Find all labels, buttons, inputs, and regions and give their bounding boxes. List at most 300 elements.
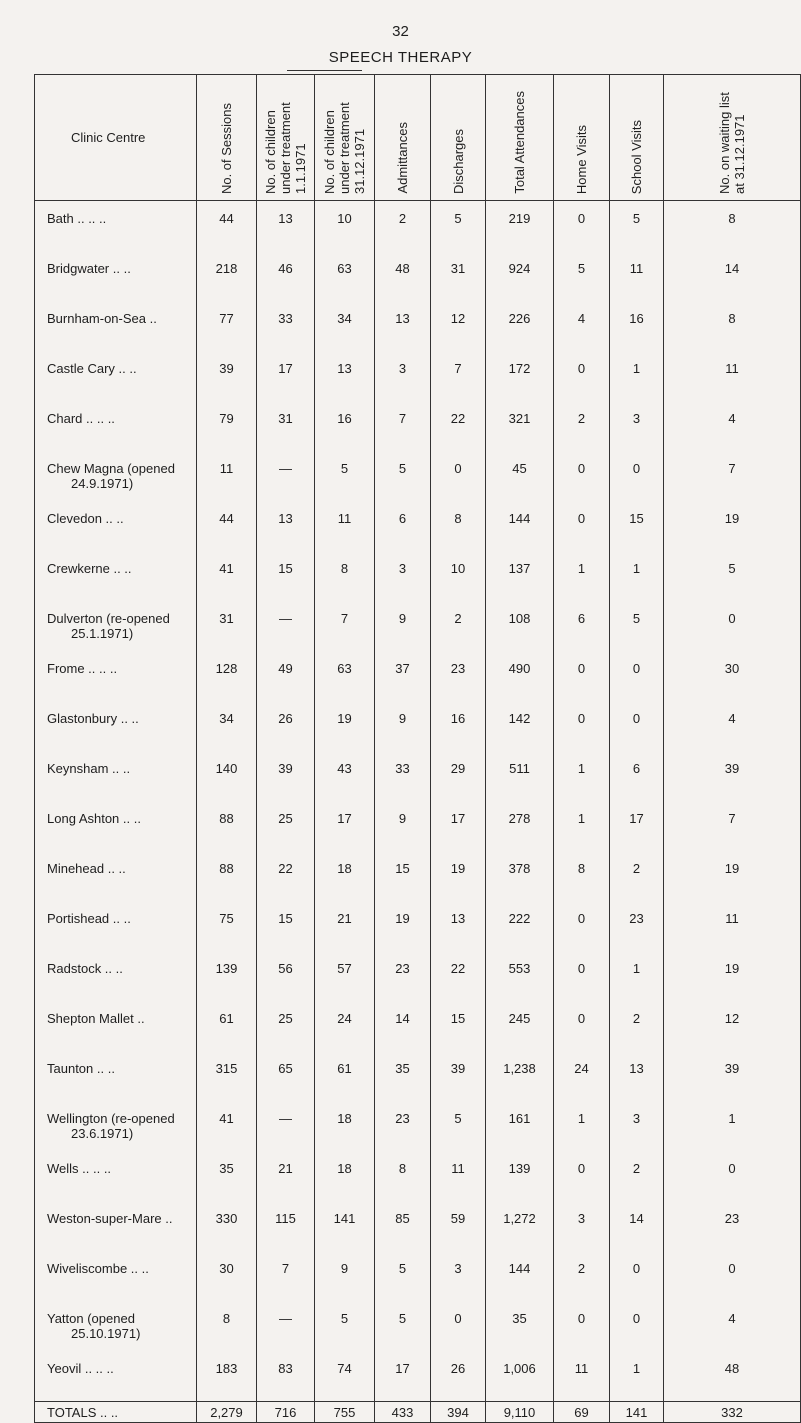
clinic-name: Yeovil .. .. .. [47, 1361, 114, 1376]
value-cell: 41 [197, 1101, 257, 1151]
value-cell: 34 [197, 701, 257, 751]
value-cell: 15 [257, 901, 315, 951]
value-cell: 9 [375, 801, 431, 851]
value-cell: 172 [486, 351, 554, 401]
value-cell: 0 [554, 901, 610, 951]
value-cell: 29 [431, 751, 486, 801]
value-cell: 48 [664, 1351, 801, 1402]
value-cell: 79 [197, 401, 257, 451]
value-cell: 108 [486, 601, 554, 651]
value-cell: 11 [664, 351, 801, 401]
value-cell: 226 [486, 301, 554, 351]
value-cell: 15 [431, 1001, 486, 1051]
table-row [35, 1051, 801, 1101]
clinic-name: Radstock .. .. [47, 961, 123, 976]
clinic-name-cell [35, 851, 197, 901]
value-cell: 15 [610, 501, 664, 551]
clinic-name-cell [35, 701, 197, 751]
value-cell: 4 [664, 1301, 801, 1351]
table-row [35, 1251, 801, 1301]
clinic-name-cell [35, 1201, 197, 1251]
value-cell: 142 [486, 701, 554, 751]
value-cell: 4 [554, 301, 610, 351]
value-cell: 9 [375, 601, 431, 651]
value-cell: 0 [610, 1251, 664, 1301]
clinic-name-cell [35, 251, 197, 301]
value-cell: 10 [315, 201, 375, 252]
value-cell: 0 [554, 1151, 610, 1201]
value-cell: 5 [375, 1251, 431, 1301]
clinic-name-cell [35, 201, 197, 252]
column-header-5 [431, 75, 486, 201]
value-cell: 34 [315, 301, 375, 351]
table-row [35, 301, 801, 351]
clinic-name: Shepton Mallet .. [47, 1011, 145, 1026]
clinic-name: Keynsham .. .. [47, 761, 131, 776]
value-cell: 553 [486, 951, 554, 1001]
column-header-label: Total Attendances [512, 91, 527, 194]
clinic-name-cell [35, 601, 197, 651]
value-cell: 39 [664, 1051, 801, 1101]
value-cell: 5 [431, 201, 486, 252]
clinic-name: Weston-super-Mare .. [47, 1211, 173, 1226]
value-cell: 44 [197, 201, 257, 252]
total-value-cell: 69 [554, 1402, 610, 1423]
value-cell: 1 [610, 951, 664, 1001]
value-cell: 3 [375, 551, 431, 601]
table-row [35, 1201, 801, 1251]
value-cell: 14 [610, 1201, 664, 1251]
value-cell: 9 [315, 1251, 375, 1301]
value-cell: 13 [431, 901, 486, 951]
table-row [35, 351, 801, 401]
table-row [35, 1301, 801, 1351]
value-cell: 19 [664, 501, 801, 551]
column-header-7 [554, 75, 610, 201]
value-cell: 17 [375, 1351, 431, 1402]
value-cell: 18 [315, 1101, 375, 1151]
value-cell: 378 [486, 851, 554, 901]
speech-therapy-table [34, 74, 801, 1423]
value-cell: 9 [375, 701, 431, 751]
column-header-label: School Visits [629, 119, 644, 194]
value-cell: 22 [257, 851, 315, 901]
clinic-name: Taunton .. .. [47, 1061, 115, 1076]
value-cell: 13 [610, 1051, 664, 1101]
value-cell: — [257, 451, 315, 501]
column-header-label: Admittances [395, 122, 410, 194]
clinic-name: Crewkerne .. .. [47, 561, 132, 576]
column-header-label: Discharges [450, 128, 466, 194]
value-cell: 0 [610, 651, 664, 701]
value-cell: 61 [315, 1051, 375, 1101]
value-cell: 26 [431, 1351, 486, 1402]
value-cell: 31 [197, 601, 257, 651]
value-cell: 1 [610, 351, 664, 401]
value-cell: 7 [315, 601, 375, 651]
value-cell: 13 [257, 501, 315, 551]
value-cell: 49 [257, 651, 315, 701]
value-cell: 56 [257, 951, 315, 1001]
value-cell: 19 [664, 851, 801, 901]
total-value-cell: 332 [664, 1402, 801, 1423]
value-cell: 1 [554, 801, 610, 851]
value-cell: 321 [486, 401, 554, 451]
value-cell: 0 [664, 1251, 801, 1301]
clinic-name-cell [35, 1351, 197, 1402]
value-cell: 35 [197, 1151, 257, 1201]
value-cell: 0 [610, 1301, 664, 1351]
column-header-9 [664, 75, 801, 201]
value-cell: 3 [375, 351, 431, 401]
value-cell: 26 [257, 701, 315, 751]
clinic-name: Bridgwater .. .. [47, 261, 131, 276]
value-cell: 15 [257, 551, 315, 601]
clinic-name-cell [35, 801, 197, 851]
clinic-name-cell [35, 1101, 197, 1151]
value-cell: 39 [257, 751, 315, 801]
value-cell: 5 [610, 601, 664, 651]
value-cell: 85 [375, 1201, 431, 1251]
value-cell: 140 [197, 751, 257, 801]
value-cell: 6 [375, 501, 431, 551]
value-cell: 5 [554, 251, 610, 301]
clinic-name: Chew Magna (opened [47, 461, 175, 476]
clinic-name: Wells .. .. .. [47, 1161, 112, 1176]
clinic-name: Wiveliscombe .. .. [47, 1261, 149, 1276]
value-cell: 2 [554, 1251, 610, 1301]
value-cell: 11 [197, 451, 257, 501]
clinic-name-cell [35, 901, 197, 951]
clinic-name-cell [35, 501, 197, 551]
page-title: SPEECH THERAPY [328, 49, 473, 66]
totals-label: TOTALS .. .. [35, 1402, 197, 1423]
clinic-name: Bath .. .. .. [47, 211, 107, 226]
total-value-cell: 9,110 [486, 1402, 554, 1423]
table-footer [35, 1402, 801, 1423]
clinic-name-cell [35, 1251, 197, 1301]
value-cell: 0 [554, 351, 610, 401]
value-cell: 2 [375, 201, 431, 252]
table-row [35, 501, 801, 551]
clinic-name: Burnham-on-Sea .. [47, 311, 157, 326]
value-cell: 88 [197, 851, 257, 901]
column-header-4 [375, 75, 431, 201]
value-cell: 3 [610, 1101, 664, 1151]
value-cell: 183 [197, 1351, 257, 1402]
total-value-cell: 716 [257, 1402, 315, 1423]
value-cell: 0 [554, 501, 610, 551]
value-cell: 75 [197, 901, 257, 951]
value-cell: 4 [664, 401, 801, 451]
value-cell: 11 [610, 251, 664, 301]
clinic-name: Long Ashton .. .. [47, 811, 141, 826]
value-cell: 2 [610, 851, 664, 901]
clinic-name-cell [35, 1301, 197, 1351]
value-cell: 13 [315, 351, 375, 401]
value-cell: 57 [315, 951, 375, 1001]
clinic-name: Minehead .. .. [47, 861, 126, 876]
value-cell: 5 [315, 451, 375, 501]
value-cell: 39 [664, 751, 801, 801]
value-cell: 144 [486, 1251, 554, 1301]
value-cell: 924 [486, 251, 554, 301]
value-cell: 77 [197, 301, 257, 351]
value-cell: 5 [315, 1301, 375, 1351]
clinic-name-cell [35, 1001, 197, 1051]
value-cell: 8 [375, 1151, 431, 1201]
value-cell: 0 [554, 1001, 610, 1051]
table-row [35, 801, 801, 851]
clinic-name-cell [35, 451, 197, 501]
value-cell: 1 [554, 751, 610, 801]
value-cell: 25 [257, 1001, 315, 1051]
total-value-cell: 141 [610, 1402, 664, 1423]
value-cell: — [257, 1301, 315, 1351]
column-header-0: Clinic Centre [35, 75, 197, 201]
value-cell: 0 [664, 601, 801, 651]
value-cell: 11 [431, 1151, 486, 1201]
value-cell: 16 [315, 401, 375, 451]
value-cell: 1,238 [486, 1051, 554, 1101]
table-row [35, 451, 801, 501]
clinic-name-note: 23.6.1971) [71, 1126, 134, 1141]
value-cell: 35 [375, 1051, 431, 1101]
value-cell: 315 [197, 1051, 257, 1101]
value-cell: 2 [431, 601, 486, 651]
table-row [35, 651, 801, 701]
value-cell: 22 [431, 401, 486, 451]
value-cell: 0 [610, 701, 664, 751]
column-header-6 [486, 75, 554, 201]
column-header-label: No. of children under treatment 1.1.1971 [263, 102, 308, 194]
value-cell: 11 [554, 1351, 610, 1402]
value-cell: 17 [257, 351, 315, 401]
column-header-label: No. of children under treatment 31.12.1971 [322, 102, 367, 194]
value-cell: 0 [610, 451, 664, 501]
value-cell: 490 [486, 651, 554, 701]
value-cell: 278 [486, 801, 554, 851]
value-cell: 218 [197, 251, 257, 301]
value-cell: 8 [664, 201, 801, 252]
value-cell: 23 [610, 901, 664, 951]
table-row [35, 401, 801, 451]
table-header [35, 75, 801, 201]
column-header-3 [315, 75, 375, 201]
value-cell: 35 [486, 1301, 554, 1351]
value-cell: 1 [610, 551, 664, 601]
value-cell: 5 [431, 1101, 486, 1151]
table-row [35, 751, 801, 801]
value-cell: 24 [554, 1051, 610, 1101]
value-cell: 19 [315, 701, 375, 751]
value-cell: 2 [610, 1001, 664, 1051]
value-cell: 219 [486, 201, 554, 252]
value-cell: 18 [315, 1151, 375, 1201]
value-cell: 161 [486, 1101, 554, 1151]
table-row [35, 1101, 801, 1151]
value-cell: 88 [197, 801, 257, 851]
value-cell: 1,272 [486, 1201, 554, 1251]
value-cell: 137 [486, 551, 554, 601]
value-cell: 45 [486, 451, 554, 501]
title-underline [287, 70, 362, 71]
value-cell: 22 [431, 951, 486, 1001]
value-cell: 46 [257, 251, 315, 301]
page-number: 32 [392, 23, 409, 40]
value-cell: 7 [664, 801, 801, 851]
value-cell: 12 [664, 1001, 801, 1051]
value-cell: 8 [431, 501, 486, 551]
value-cell: 30 [664, 651, 801, 701]
value-cell: 14 [375, 1001, 431, 1051]
value-cell: 24 [315, 1001, 375, 1051]
value-cell: 59 [431, 1201, 486, 1251]
table-row [35, 901, 801, 951]
value-cell: 0 [554, 951, 610, 1001]
value-cell: 15 [375, 851, 431, 901]
value-cell: 65 [257, 1051, 315, 1101]
clinic-name: Glastonbury .. .. [47, 711, 139, 726]
value-cell: 61 [197, 1001, 257, 1051]
clinic-name: Castle Cary .. .. [47, 361, 137, 376]
clinic-name-cell [35, 351, 197, 401]
clinic-name: Dulverton (re-opened [47, 611, 170, 626]
clinic-name: Yatton (opened [47, 1311, 135, 1326]
table-row [35, 601, 801, 651]
value-cell: 25 [257, 801, 315, 851]
value-cell: 1 [554, 551, 610, 601]
value-cell: 1 [610, 1351, 664, 1402]
table-row [35, 551, 801, 601]
value-cell: 63 [315, 251, 375, 301]
total-value-cell: 394 [431, 1402, 486, 1423]
value-cell: 31 [431, 251, 486, 301]
value-cell: 3 [431, 1251, 486, 1301]
value-cell: 31 [257, 401, 315, 451]
value-cell: 2 [610, 1151, 664, 1201]
value-cell: 8 [664, 301, 801, 351]
clinic-name-cell [35, 401, 197, 451]
column-header-8 [610, 75, 664, 201]
table-body [35, 201, 801, 1402]
clinic-name: Wellington (re-opened [47, 1111, 175, 1126]
value-cell: 17 [431, 801, 486, 851]
table-row [35, 1001, 801, 1051]
value-cell: 5 [375, 451, 431, 501]
table-row [35, 1351, 801, 1402]
value-cell: 144 [486, 501, 554, 551]
column-header-label: No. on waiting list at 31.12.1971 [717, 92, 747, 194]
clinic-name-cell [35, 951, 197, 1001]
value-cell: 21 [315, 901, 375, 951]
value-cell: 39 [197, 351, 257, 401]
value-cell: 12 [431, 301, 486, 351]
value-cell: 13 [375, 301, 431, 351]
value-cell: 16 [610, 301, 664, 351]
value-cell: 19 [431, 851, 486, 901]
value-cell: 0 [554, 651, 610, 701]
value-cell: 4 [664, 701, 801, 751]
clinic-name: Portishead .. .. [47, 911, 131, 926]
value-cell: 139 [486, 1151, 554, 1201]
value-cell: 17 [610, 801, 664, 851]
value-cell: 7 [664, 451, 801, 501]
value-cell: 19 [375, 901, 431, 951]
table-row [35, 851, 801, 901]
value-cell: 3 [610, 401, 664, 451]
value-cell: 141 [315, 1201, 375, 1251]
value-cell: 1,006 [486, 1351, 554, 1402]
value-cell: 222 [486, 901, 554, 951]
value-cell: 10 [431, 551, 486, 601]
value-cell: 44 [197, 501, 257, 551]
clinic-name-cell [35, 551, 197, 601]
value-cell: 13 [257, 201, 315, 252]
value-cell: 0 [431, 1301, 486, 1351]
clinic-name-note: 24.9.1971) [71, 476, 134, 491]
value-cell: 30 [197, 1251, 257, 1301]
clinic-name-cell [35, 301, 197, 351]
value-cell: 41 [197, 551, 257, 601]
value-cell: 8 [315, 551, 375, 601]
clinic-name-note: 25.1.1971) [71, 626, 134, 641]
value-cell: 3 [554, 1201, 610, 1251]
value-cell: 19 [664, 951, 801, 1001]
value-cell: 5 [375, 1301, 431, 1351]
value-cell: 6 [554, 601, 610, 651]
table-row [35, 251, 801, 301]
value-cell: 11 [664, 901, 801, 951]
value-cell: 1 [554, 1101, 610, 1151]
value-cell: 33 [257, 301, 315, 351]
table-row [35, 201, 801, 252]
value-cell: 5 [610, 201, 664, 252]
column-header-2 [257, 75, 315, 201]
value-cell: 23 [375, 951, 431, 1001]
value-cell: 48 [375, 251, 431, 301]
total-value-cell: 755 [315, 1402, 375, 1423]
value-cell: 7 [431, 351, 486, 401]
value-cell: 23 [664, 1201, 801, 1251]
column-header-label: Home Visits [574, 124, 589, 194]
value-cell: — [257, 601, 315, 651]
value-cell: 330 [197, 1201, 257, 1251]
value-cell: 16 [431, 701, 486, 751]
value-cell: 8 [554, 851, 610, 901]
value-cell: 17 [315, 801, 375, 851]
clinic-name-cell [35, 751, 197, 801]
value-cell: 7 [375, 401, 431, 451]
value-cell: 2 [554, 401, 610, 451]
table-row [35, 701, 801, 751]
value-cell: 0 [554, 701, 610, 751]
value-cell: 11 [315, 501, 375, 551]
value-cell: 83 [257, 1351, 315, 1402]
value-cell: 115 [257, 1201, 315, 1251]
clinic-name: Chard .. .. .. [47, 411, 115, 426]
value-cell: 139 [197, 951, 257, 1001]
table-row [35, 1151, 801, 1201]
value-cell: 14 [664, 251, 801, 301]
value-cell: 18 [315, 851, 375, 901]
value-cell: 33 [375, 751, 431, 801]
column-header-1 [197, 75, 257, 201]
total-value-cell: 433 [375, 1402, 431, 1423]
value-cell: 43 [315, 751, 375, 801]
value-cell: 21 [257, 1151, 315, 1201]
clinic-name: Clevedon .. .. [47, 511, 124, 526]
